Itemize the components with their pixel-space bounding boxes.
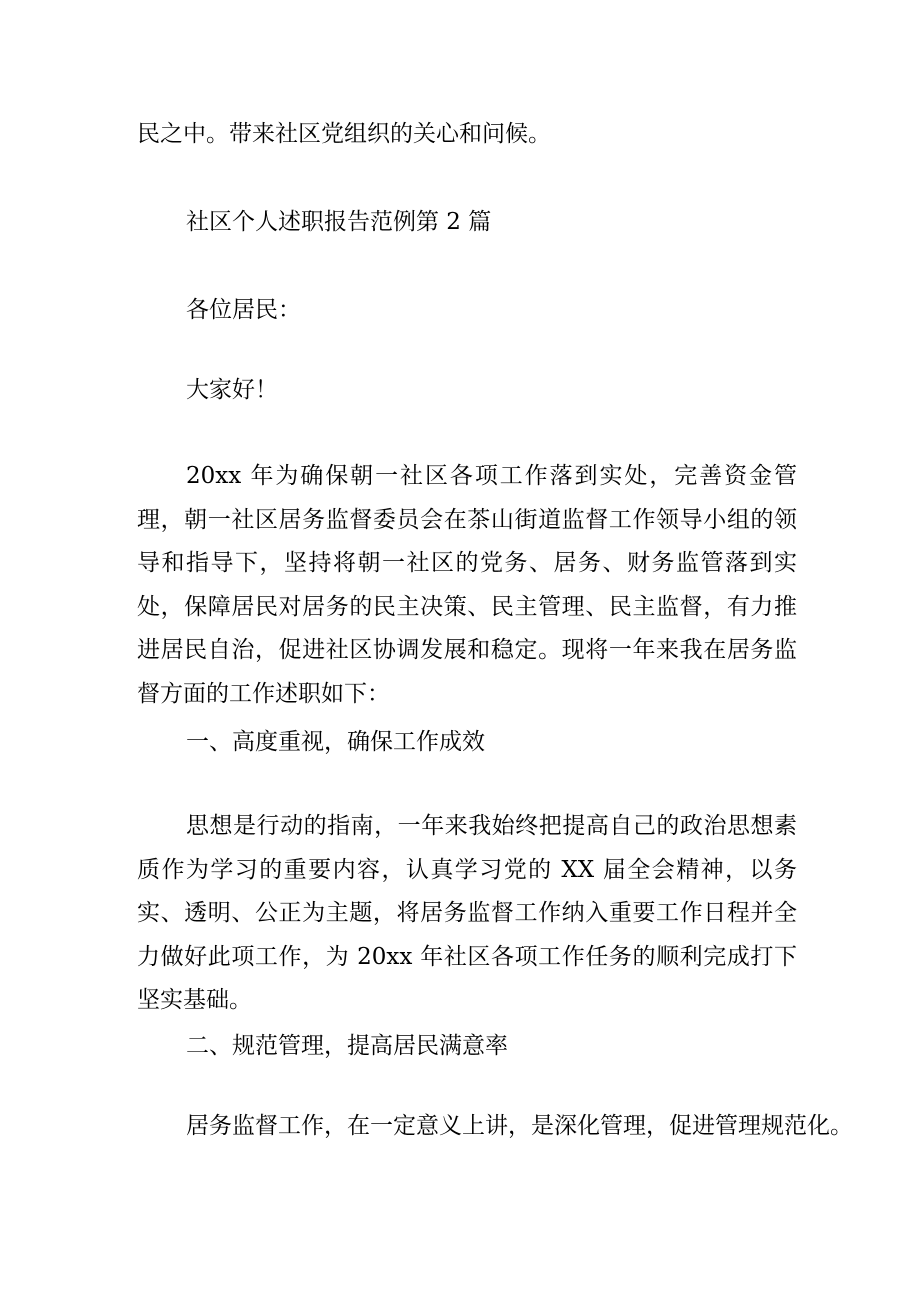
salutation: 各位居民：	[186, 297, 301, 323]
text-line-continuation: 民之中。带来社区党组织的关心和问候。	[137, 121, 551, 147]
paragraph-section-2: 居务监督工作，在一定意义上讲，是深化管理，促进管理规范化。	[186, 1113, 853, 1139]
section-heading-1: 一、高度重视，确保工作成效	[186, 729, 485, 755]
paragraph-section-1: 思想是行动的指南，一年来我始终把提高自己的政治思想素质作为学习的重要内容，认真学习党的 XX 届全会精神，以务实、透明、公正为主题，将居务监督工作纳入重要工作日程并全力做好此项工作，为 20xx 年社区各项工作任务的顺利完成打下坚实基础。	[137, 813, 797, 1013]
section-heading-2: 二、规范管理，提高居民满意率	[186, 1033, 508, 1059]
document-title: 社区个人述职报告范例第 2 篇	[186, 209, 492, 235]
greeting: 大家好！	[186, 377, 278, 403]
paragraph-intro: 20xx 年为确保朝一社区各项工作落到实处，完善资金管理，朝一社区居务监督委员会在茶山街道监督工作领导小组的领导和指导下，坚持将朝一社区的党务、居务、财务监管落到实处，保障居民对居务的民主决策、民主管理、民主监督，有力推进居民自治，促进社区协调发展和稳定。现将一年来我在居务监督方面的工作述职如下：	[137, 463, 797, 707]
